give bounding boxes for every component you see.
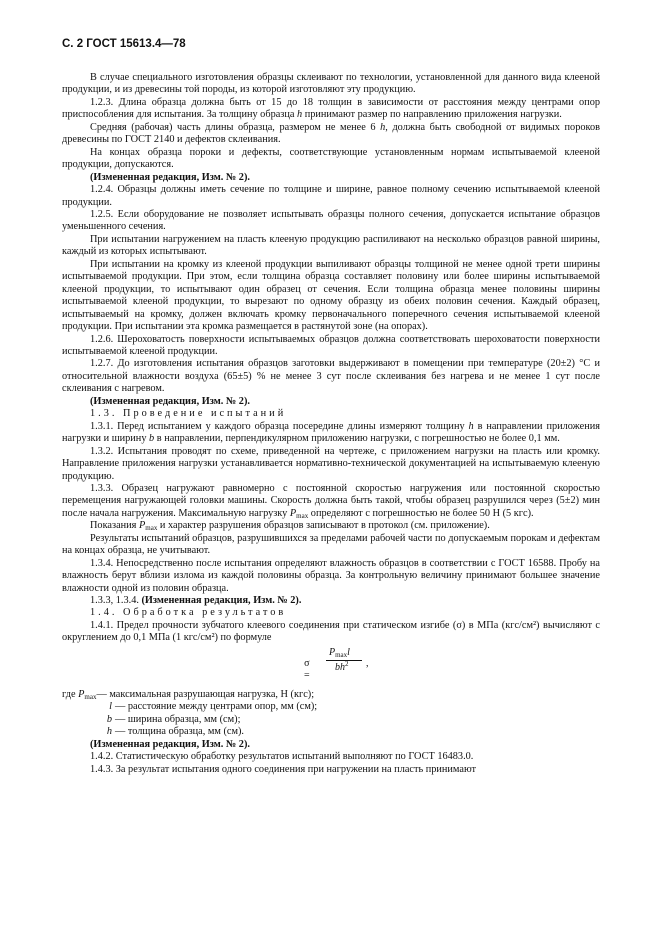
clause-1-2-6: 1.2.6. Шероховатость поверхности испытываемых образцов должна соответствовать шероховатости поверхности испытываемой клееной продукции. <box>62 333 600 357</box>
formula-sigma: σ = $P_{max}l$ $bh^2$ , <box>304 646 369 682</box>
paragraph: Средняя (рабочая) часть длины образца, размером не менее 6 h, должна быть свободной от видимых пороков древесины по ГОСТ 2140 и дефектов склеивания. <box>62 121 600 146</box>
paragraph: Показания $P_{max}$ и характер разрушения образцов записывают в протокол (см. приложение). <box>90 520 490 533</box>
paragraph: Результаты испытаний образцов, разрушившихся за пределами рабочей части по допускаемым порокам и дефектам на концах образца, не учитывают. <box>62 532 600 557</box>
paragraph: На концах образца пороки и дефекты, соответствующие установленным нормам испытываемой клееной продукции, допускаются. <box>62 146 600 171</box>
clause-1-2-3: 1.2.3. Длина образца должна быть от 15 до 18 толщин в зависимости от расстояния между центрами опор приспособления для испытания. За толщину образца h принимают размер по направлению приложения нагрузки. <box>62 96 600 121</box>
clause-1-4-3: 1.4.3. За результат испытания одного соединения при нагружении на пласть принимают <box>90 763 477 775</box>
revision-note: (Измененная редакция, Изм. № 2). <box>90 395 250 407</box>
document-page <box>62 37 600 776</box>
clause-1-3-2: 1.3.2. Испытания проводят по схеме, приведенной на чертеже, с приложением нагрузки на пласть или кромку. Направление приложения нагрузки устанавливается нормативно-технической документацией на испытываемую клееную продукцию. <box>62 445 600 482</box>
revision-note: (Измененная редакция, Изм. № 2). <box>90 171 250 183</box>
paragraph: При испытании нагружением на пласть клееную продукцию распиливают на несколько образцов равной ширины, каждый из которых испытывают. <box>62 233 600 258</box>
revision-note: (Измененная редакция, Изм. № 2). <box>90 738 250 750</box>
clause-1-2-4: 1.2.4. Образцы должны иметь сечение по толщине и ширине, равное полному сечению испытываемой клееной продукции. <box>62 184 600 208</box>
clause-1-3-4: 1.3.4. Непосредственно после испытания определяют влажность образцов в соответствии с ГОСТ 16588. Пробу на влажность берут вблизи излома из каждой половины образца. За контрольную величину принимают большее значение влажности одной из половин образца. <box>62 557 600 594</box>
clause-1-3-1: 1.3.1. Перед испытанием у каждого образца посередине длины измеряют толщину h в направлении приложения нагрузки и ширину b в направлении, перпендикулярном приложению нагрузки, с погрешностью не более 0,1 мм. <box>62 420 600 445</box>
formula-legend: где $P_{max}$ — максимальная разрушающая нагрузка, Н (кгс); l — расстояние между центрами опор, мм (см); b — ширина образца, мм (см); h — толщина образца, мм (см). <box>62 688 318 738</box>
clause-1-4-1: 1.4.1. Предел прочности зубчатого клеевого соединения при статическом изгибе (σ) в МПа (кгс/см²) вычисляют с округлением до 0,1 МПа (1 кгс/см²) по формуле <box>62 619 600 644</box>
revision-note: 1.3.3, 1.3.4. (Измененная редакция, Изм. № 2). <box>90 595 302 607</box>
section-1-3-heading: 1.3. Проведение испытаний <box>90 408 287 420</box>
clause-1-2-5: 1.2.5. Если оборудование не позволяет испытывать образцы полного сечения, допускается испытание образцов уменьшенного сечения. <box>62 208 600 233</box>
paragraph: В случае специального изготовления образцы склеивают по технологии, установленной для данного вида клееной продукции, и из древесины той породы, из которой изготовляют эту продукцию. <box>62 72 600 96</box>
clause-1-3-3: 1.3.3. Образец нагружают равномерно с постоянной скоростью нагружения или постоянной скоростью перемещения нагружающей головки машины. Скорость должна быть такой, чтобы образец разрушился через (5±2) мин после начала нагружения. Максимальную нагрузку $P_{max}$ определяют с погрешностью не более 50 Н (5 кгс). <box>62 482 600 520</box>
clause-1-4-2: 1.4.2. Статистическую обработку результатов испытаний выполняют по ГОСТ 16483.0. <box>90 751 474 763</box>
paragraph: При испытании на кромку из клееной продукции выпиливают образцы толщиной не менее одной трети ширины испытываемой продукции. При этом, если толщина образца составляет половину или более ширины испытываемой клееной продукции, то испытывают один образец от сечения. Если толщина образца менее половины ширины испытываемой клееной продукции, то вырезают по одному образцу из обеих половин сечения. Каждый образец, испытываемый на кромку, должен включать кромку первоначального поперечного сечения испытываемой клееной продукции. При испытании эта кромка размещается в растянутой зоне (на опорах). <box>62 258 600 333</box>
clause-1-2-7: 1.2.7. До изготовления испытания образцов заготовки выдерживают в помещении при температуре (20±2) °С и относительной влажности воздуха (65±5) % не менее 3 сут после склеивания без нагрева и не менее 1 сут после склеивания с нагревом. <box>62 358 600 395</box>
section-1-4-heading: 1.4. Обработка результатов <box>90 607 287 619</box>
page-header: С. 2 ГОСТ 15613.4—78 <box>62 38 186 50</box>
